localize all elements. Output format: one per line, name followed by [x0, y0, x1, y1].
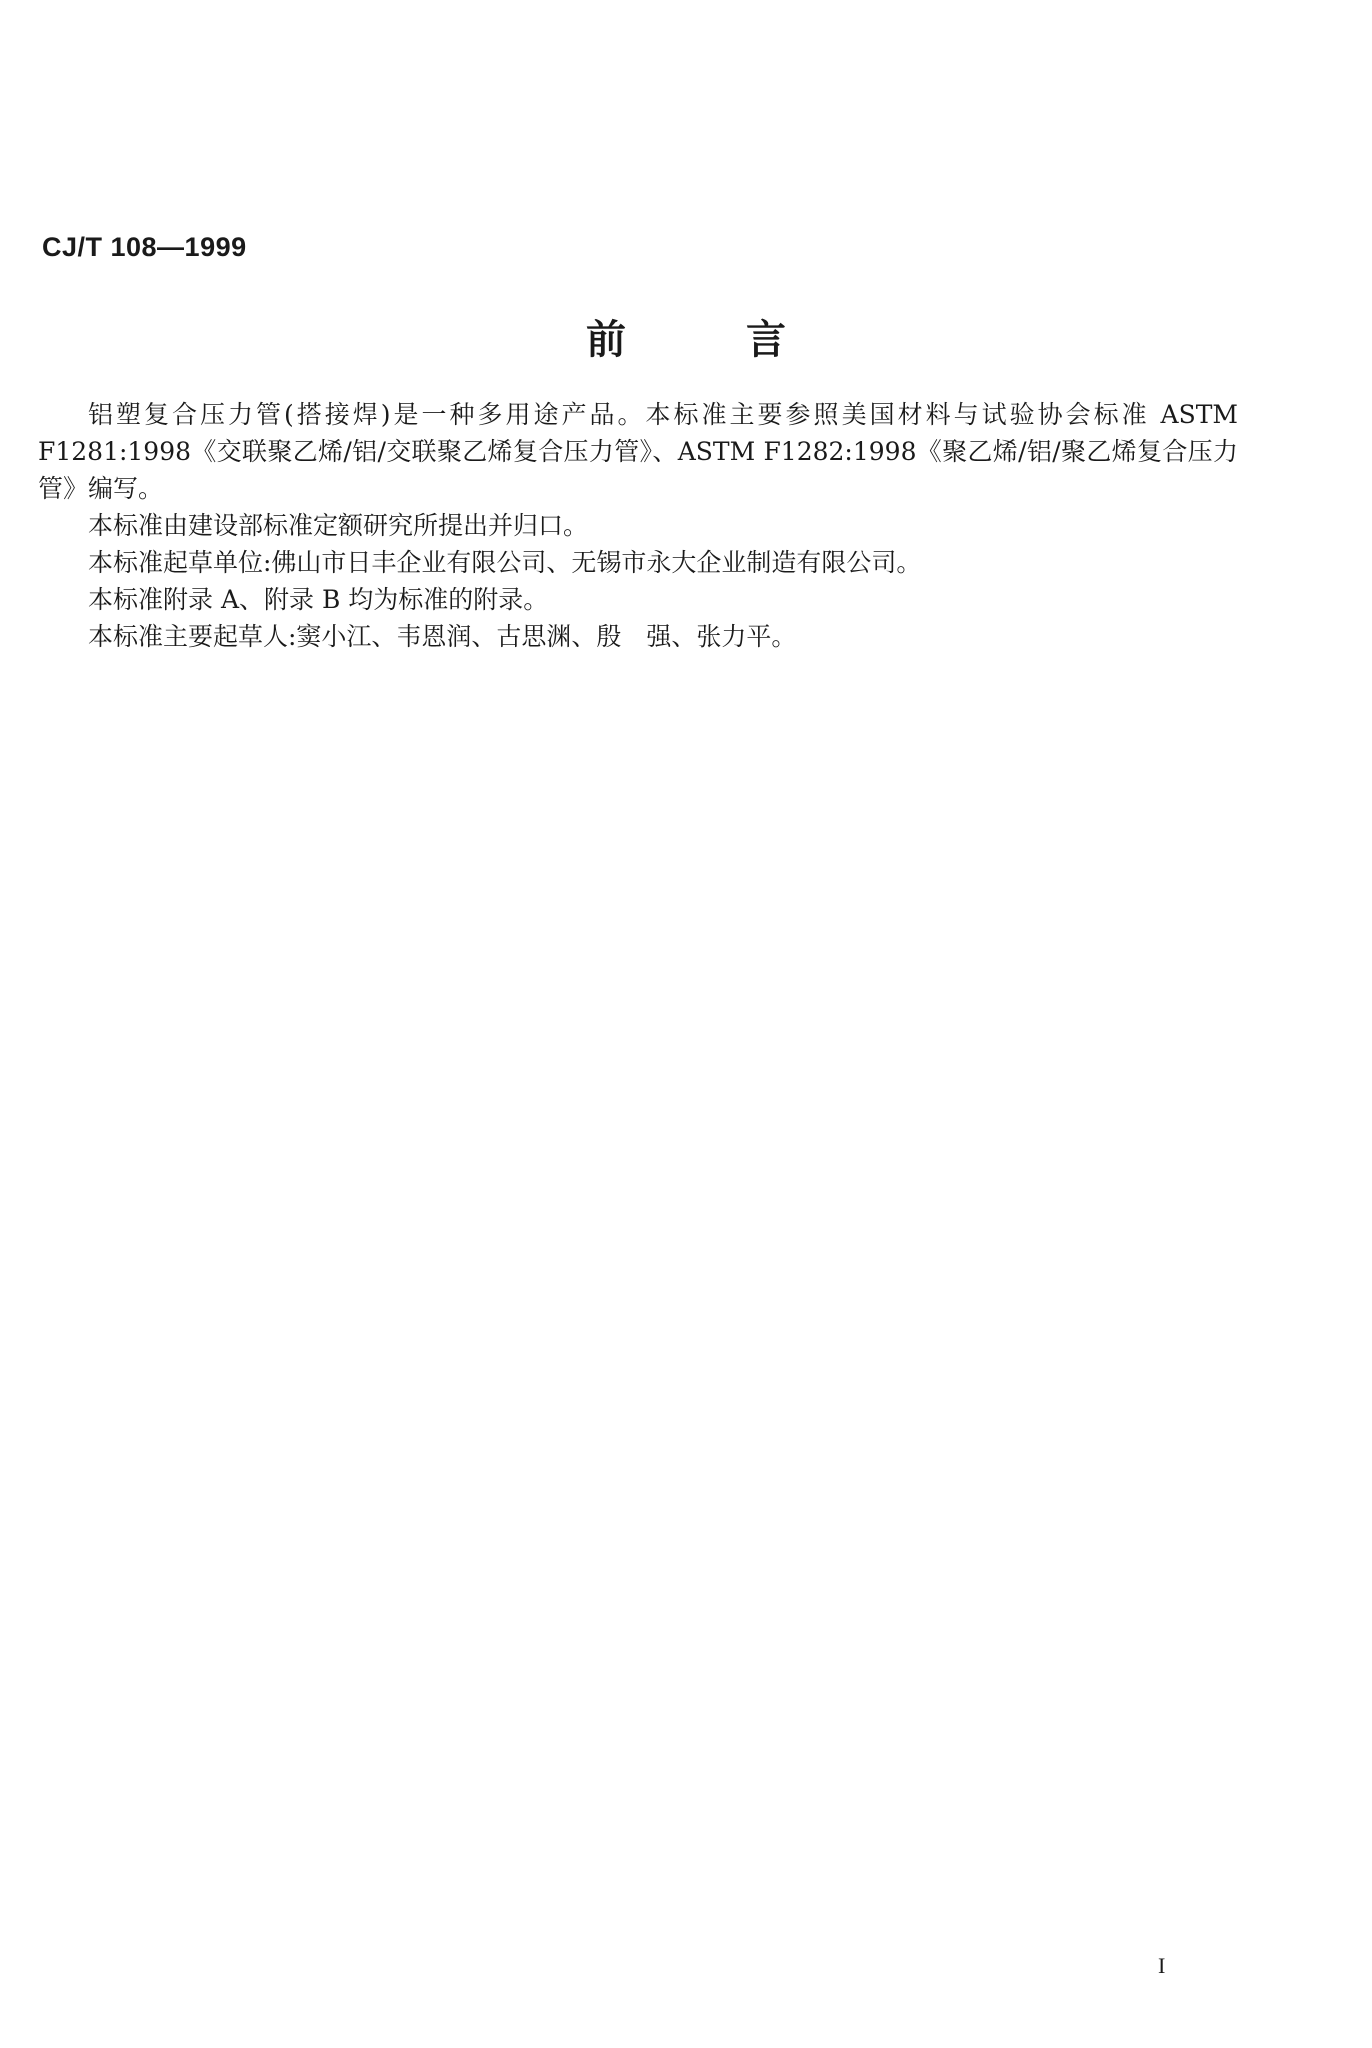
page-number: I [1158, 1953, 1166, 1978]
section-title: 前言 [586, 317, 906, 363]
paragraph-appendices: 本标准附录 A、附录 B 均为标准的附录。 [88, 585, 549, 614]
paragraph-scope: 铝塑复合压力管(搭接焊)是一种多用途产品。本标准主要参照美国材料与试验协会标准 ASTM F1281:1998《交联聚乙烯/铝/交联聚乙烯复合压力管》、ASTM F1282:1998《聚乙烯/铝/聚乙烯复合压力管》编写。 [38, 400, 1238, 503]
paragraph-drafters: 本标准主要起草人:窦小江、韦恩润、古思渊、殷 强、张力平。 [88, 622, 797, 651]
paragraph-drafting-units: 本标准起草单位:佛山市日丰企业有限公司、无锡市永大企业制造有限公司。 [88, 548, 922, 577]
standard-code: CJ/T 108—1999 [42, 232, 247, 262]
paragraph-proposer: 本标准由建设部标准定额研究所提出并归口。 [88, 511, 589, 540]
foreword-body [38, 396, 1238, 655]
